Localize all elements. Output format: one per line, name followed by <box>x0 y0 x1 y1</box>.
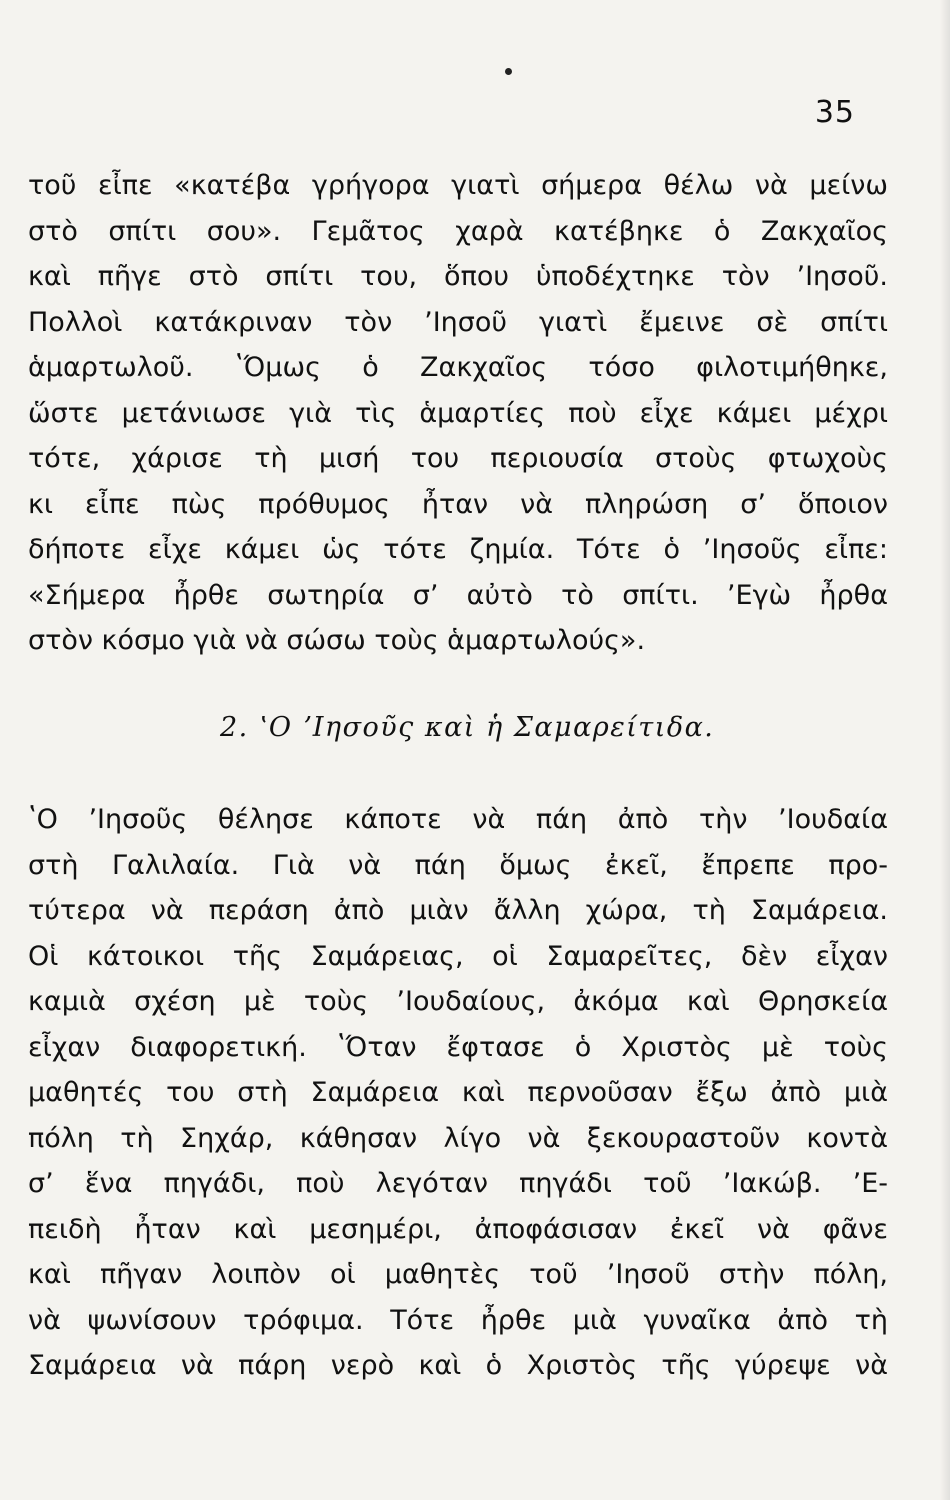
text-line: καὶ πῆγαν λοιπὸν οἱ μαθητὲς τοῦ ʼΙησοῦ στὴν πόλη, <box>28 1259 888 1290</box>
text-line: Σαμάρεια νὰ πάρη νερὸ καὶ ὁ Χριστὸς τῆς γύρεψε νὰ <box>28 1350 888 1381</box>
text-line: κι εἶπε πὼς πρόθυμος ἦταν νὰ πληρώση σʼ ὅποιον <box>28 488 888 520</box>
ink-dot <box>505 68 512 75</box>
text-line: στὸ σπίτι σου». Γεμᾶτος χαρὰ κατέβηκε ὁ Ζακχαῖος <box>28 215 888 247</box>
text-line: πόλη τὴ Σηχάρ, κάθησαν λίγο νὰ ξεκουραστοῦν κοντὰ <box>28 1122 888 1154</box>
text-line: τύτερα νὰ περάση ἀπὸ μιὰν ἄλλη χώρα, τὴ Σαμάρεια. <box>28 895 888 926</box>
page-number: 35 <box>814 95 855 130</box>
page-edge-shadow <box>940 0 950 1500</box>
text-line: Πολλοὶ κατάκριναν τὸν ʼΙησοῦ γιατὶ ἔμεινε σὲ σπίτι <box>28 306 888 338</box>
text-line: τοῦ εἶπε «κατέβα γρήγορα γιατὶ σήμερα θέλω νὰ μείνω <box>28 170 888 201</box>
text-line: μαθητές του στὴ Σαμάρεια καὶ περνοῦσαν ἔξω ἀπὸ μιὰ <box>28 1077 888 1108</box>
text-line: καὶ πῆγε στὸ σπίτι του, ὅπου ὑποδέχτηκε τὸν ʼΙησοῦ. <box>28 261 888 292</box>
text-line: Οἱ κάτοικοι τῆς Σαμάρειας, οἱ Σαμαρεῖτες, δὲν εἶχαν <box>28 940 888 972</box>
paragraph-zacchaeus <box>28 163 888 664</box>
text-line: «Σήμερα ἦρθε σωτηρία σʼ αὐτὸ τὸ σπίτι. ʼΕγὼ ἦρθα <box>28 579 888 611</box>
text-line: στὸν κόσμο γιὰ νὰ σώσω τοὺς ἁμαρτωλούς». <box>28 625 646 656</box>
text-line: ἁμαρτωλοῦ. ʽΌμως ὁ Ζακχαῖος τόσο φιλοτιμήθηκε, <box>28 352 888 383</box>
text-line: νὰ ψωνίσουν τρόφιμα. Τότε ἦρθε μιὰ γυναῖκα ἀπὸ τὴ <box>28 1304 888 1336</box>
text-line: ὥστε μετάνιωσε γιὰ τὶς ἁμαρτίες ποὺ εἶχε κάμει μέχρι <box>28 397 888 429</box>
text-line: στὴ Γαλιλαία. Γιὰ νὰ πάη ὅμως ἐκεῖ, ἔπρεπε προ- <box>28 849 888 881</box>
section-heading: 2. ʽΟ ʼΙησοῦς καὶ ἡ Σαμαρείτιδα. <box>220 712 715 743</box>
text-line: εἶχαν διαφορετική. ʽΌταν ἔφτασε ὁ Χριστὸς μὲ τοὺς <box>28 1031 888 1063</box>
text-line: τότε, χάρισε τὴ μισή του περιουσία στοὺς φτωχοὺς <box>28 443 888 474</box>
text-line: σʼ ἕνα πηγάδι, ποὺ λεγόταν πηγάδι τοῦ ʼΙακώβ. ʼΕ- <box>28 1168 888 1199</box>
text-line: δήποτε εἶχε κάμει ὡς τότε ζημία. Τότε ὁ ʼΙησοῦς εἶπε: <box>28 534 888 565</box>
paragraph-samaritan <box>28 797 888 1389</box>
text-line: ʽΟ ʼΙησοῦς θέλησε κάποτε νὰ πάη ἀπὸ τὴν ʼΙουδαία <box>28 804 888 835</box>
text-line: πειδὴ ἦταν καὶ μεσημέρι, ἀποφάσισαν ἐκεῖ νὰ φᾶνε <box>28 1213 888 1245</box>
text-line: καμιὰ σχέση μὲ τοὺς ʼΙουδαίους, ἀκόμα καὶ Θρησκεία <box>28 986 888 1017</box>
